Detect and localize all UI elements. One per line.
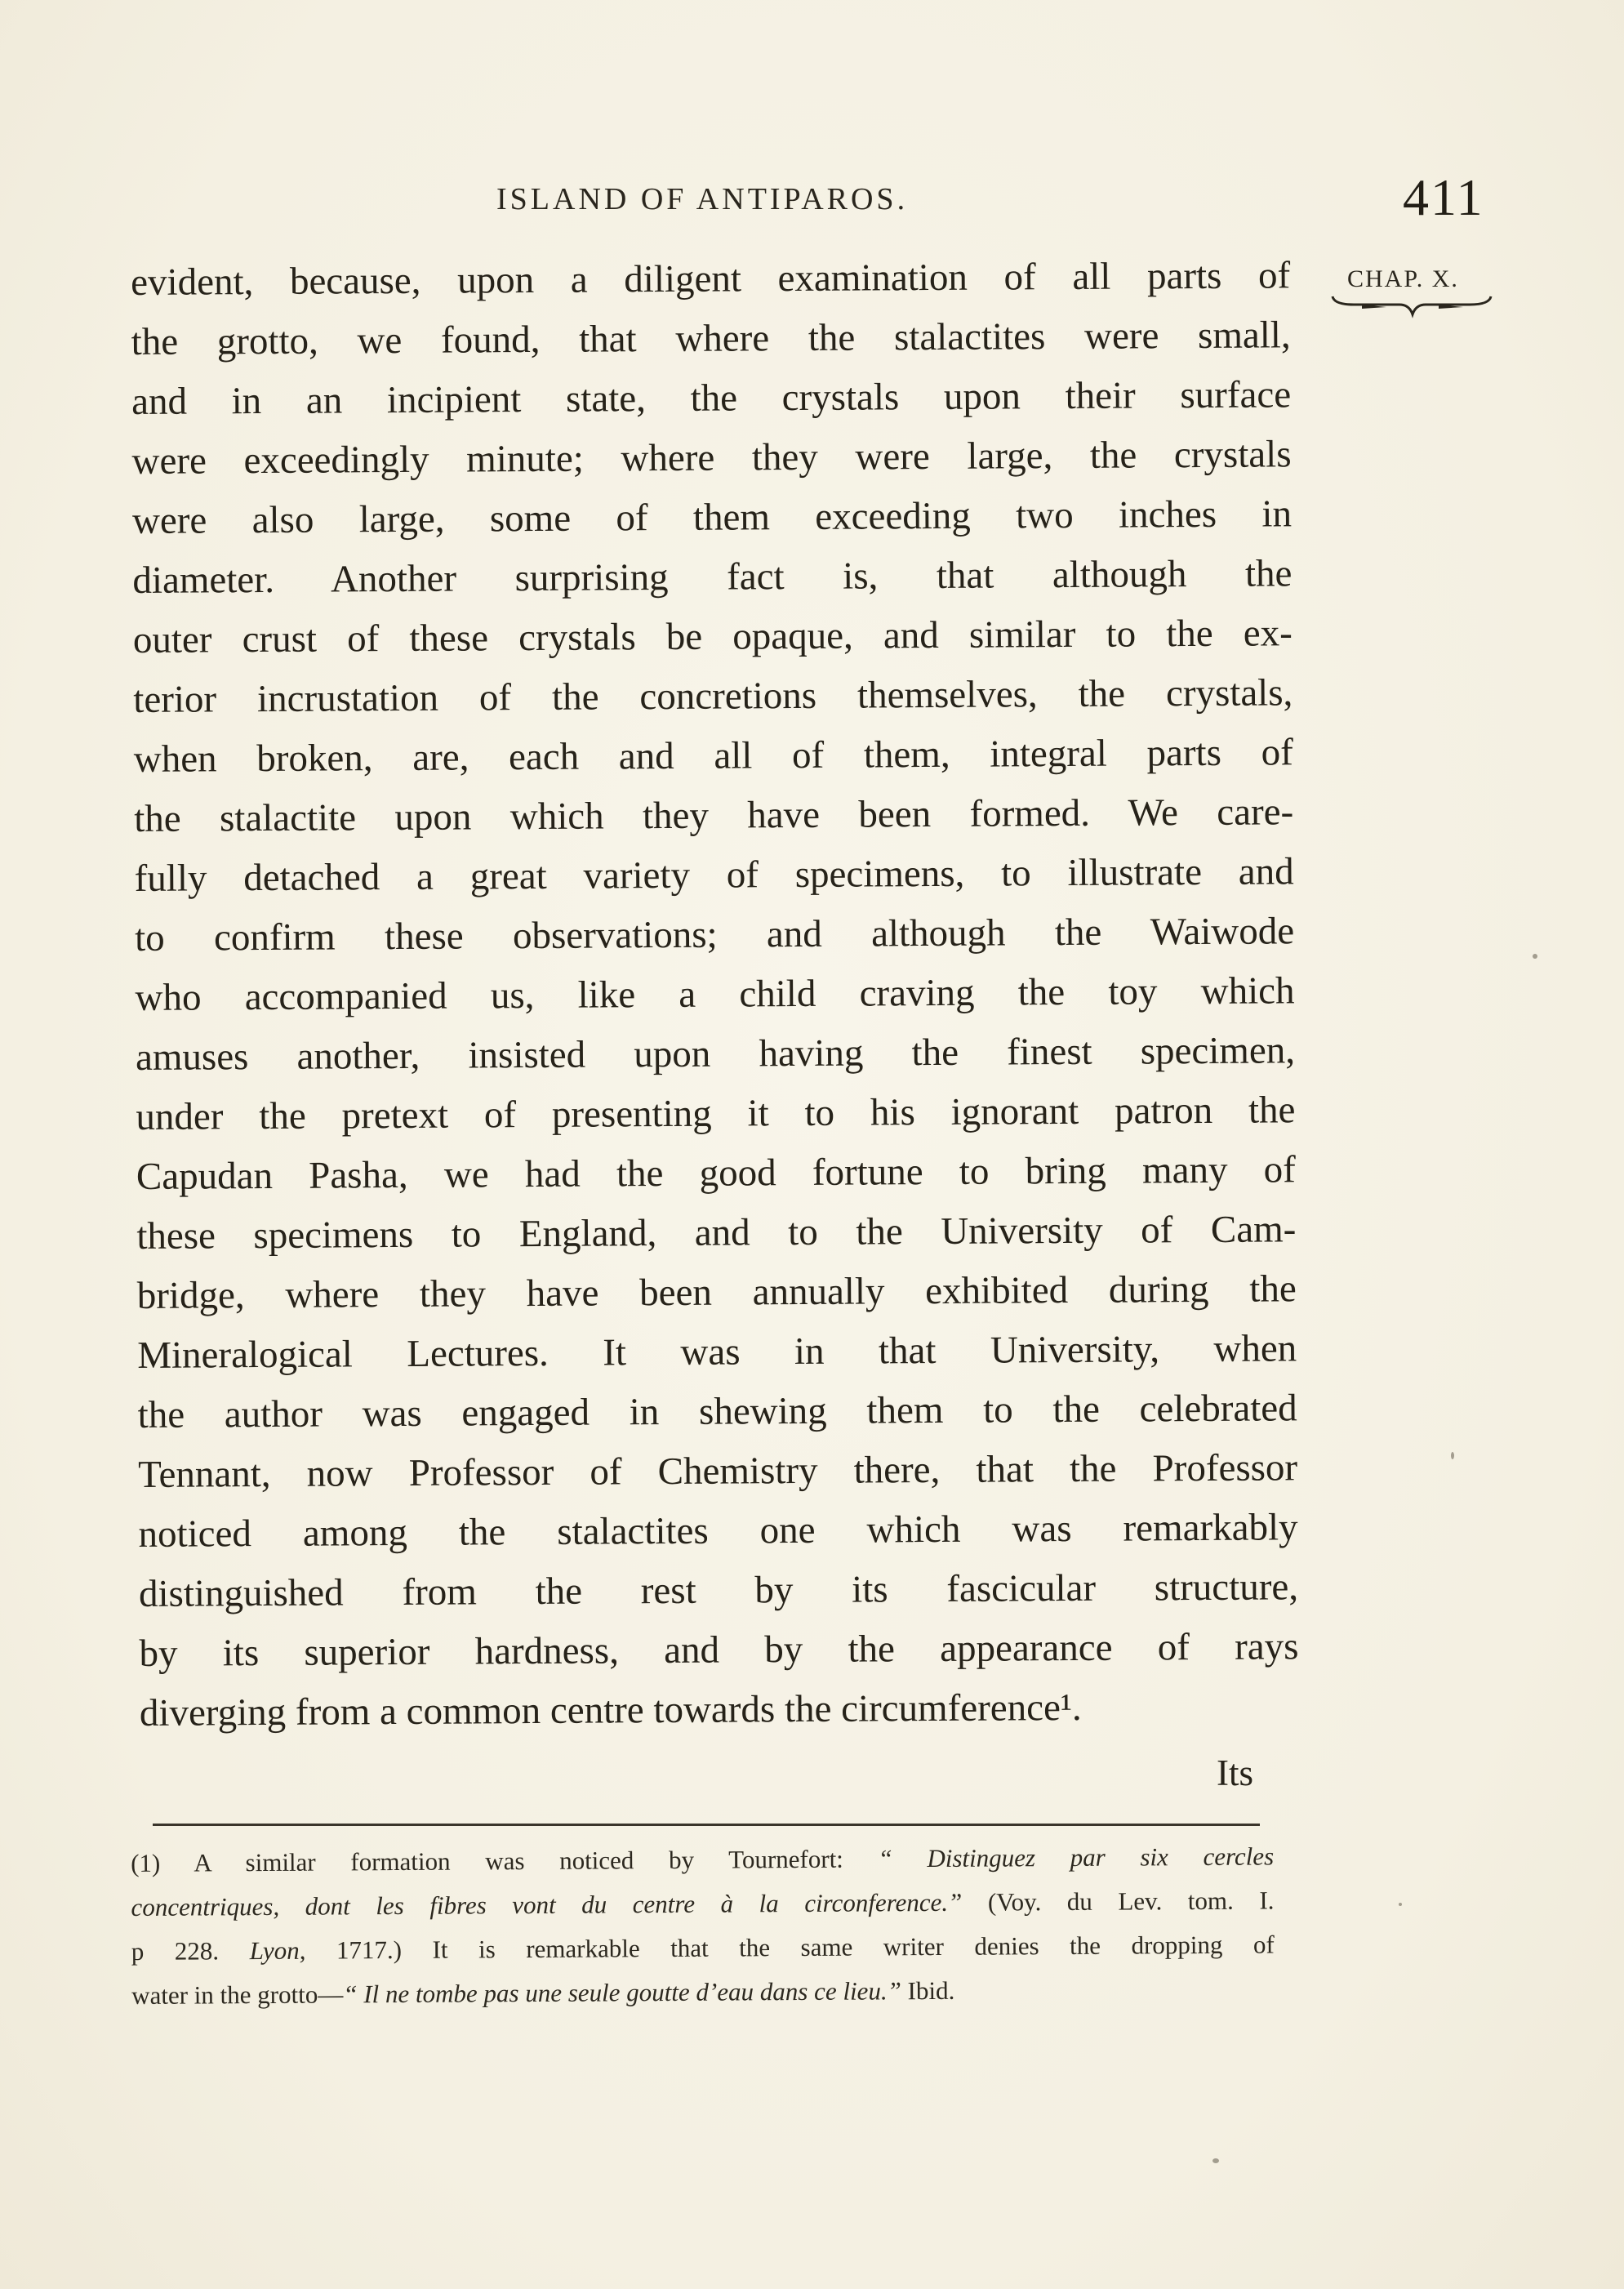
text-line: diameter. Another surprising fact is, that although the (132, 552, 1293, 602)
text-line: outer crust of these crystals be opaque, and similar to the ex- (132, 612, 1293, 661)
text-line: evident, because, upon a diligent examination of all parts of (131, 254, 1291, 304)
footnote-text: (1) A similar formation was noticed by Tournefort: (131, 1844, 879, 1877)
paper-speck (1399, 1903, 1402, 1906)
text-line: amuses another, insisted upon having the finest specimen, (135, 1029, 1296, 1079)
text-line: Mineralogical Lectures. It was in that University, when (137, 1327, 1297, 1377)
footnote-divider (153, 1824, 1260, 1826)
chapter-brace-icon (1329, 293, 1493, 326)
footnote-block (131, 1834, 1275, 2018)
text-line: were exceedingly minute; where they were large, the crystals (131, 433, 1292, 483)
paper-speck (1533, 954, 1537, 959)
text-line: by its superior hardness, and by the appearance of rays (139, 1625, 1299, 1675)
text-line: the grotto, we found, that where the stalactites were small, (131, 314, 1291, 363)
text-line: diverging from a common centre towards the circumference¹. (139, 1686, 1082, 1735)
text-line: fully detached a great variety of specimens, to illustrate and (134, 850, 1294, 900)
chapter-label: CHAP. X. (1347, 265, 1459, 292)
text-line: under the pretext of presenting it to his ignorant patron the (136, 1089, 1296, 1138)
text-line: Tennant, now Professor of Chemistry there, that the Professor (137, 1446, 1298, 1496)
footnote-line (131, 1834, 1274, 1886)
text-line: these specimens to England, and to the University of Cam- (136, 1208, 1297, 1258)
text-line: the author was engaged in shewing them to the celebrated (137, 1387, 1297, 1436)
footnote-quote: concentriques, dont les fibres vont du centre à la circonference.” (131, 1887, 963, 1922)
text-line: were also large, some of them exceeding two inches in (131, 492, 1293, 542)
chapter-marginal-note (1329, 265, 1493, 331)
footnote-line (131, 1922, 1275, 1974)
footnote-text: Ibid. (901, 1975, 955, 2006)
text-line: to confirm these observations; and although the Waiwode (134, 910, 1295, 960)
text-line: when broken, are, each and all of them, integral parts of (133, 731, 1293, 781)
footnote-text: water in the grotto— (131, 1979, 344, 2010)
main-text-block (131, 246, 1299, 1743)
text-line: the stalactite upon which they have been formed. We care- (134, 790, 1294, 840)
text-line: noticed among the stalactites one which was remarkably (138, 1506, 1298, 1556)
footnote-quote: “ Distinguez par six cercles (878, 1841, 1275, 1873)
footnote-line (131, 1966, 1275, 2018)
footnote-place: Lyon, (249, 1935, 306, 1966)
text-line: bridge, where they have been annually exhibited during the (136, 1267, 1297, 1317)
page-number: 411 (1403, 168, 1484, 226)
text-line: terior incrustation of the concretions themselves, the crystals, (133, 671, 1293, 721)
text-line: distinguished from the rest by its fascicular structure, (138, 1565, 1299, 1615)
paper-speck (1451, 1452, 1454, 1459)
footnote-line (131, 1878, 1274, 1930)
footnote-text: p 228. (131, 1936, 250, 1966)
footnote-text: (Voy. du Lev. tom. I. (962, 1886, 1275, 1917)
text-line: and in an incipient state, the crystals upon their surface (131, 373, 1292, 423)
catchword: Its (1217, 1752, 1253, 1793)
paper-speck (1212, 2158, 1219, 2163)
text-line: who accompanied us, like a child craving the toy which (135, 969, 1295, 1019)
running-title: ISLAND OF ANTIPAROS. (496, 182, 909, 216)
text-line: Capudan Pasha, we had the good fortune to bring many of (136, 1148, 1297, 1198)
footnote-text: 1717.) It is remarkable that the same writer denies the dropping of (305, 1930, 1275, 1965)
footnote-quote: “ Il ne tombe pas une seule goutte d’eau dans ce lieu.” (343, 1976, 901, 2009)
